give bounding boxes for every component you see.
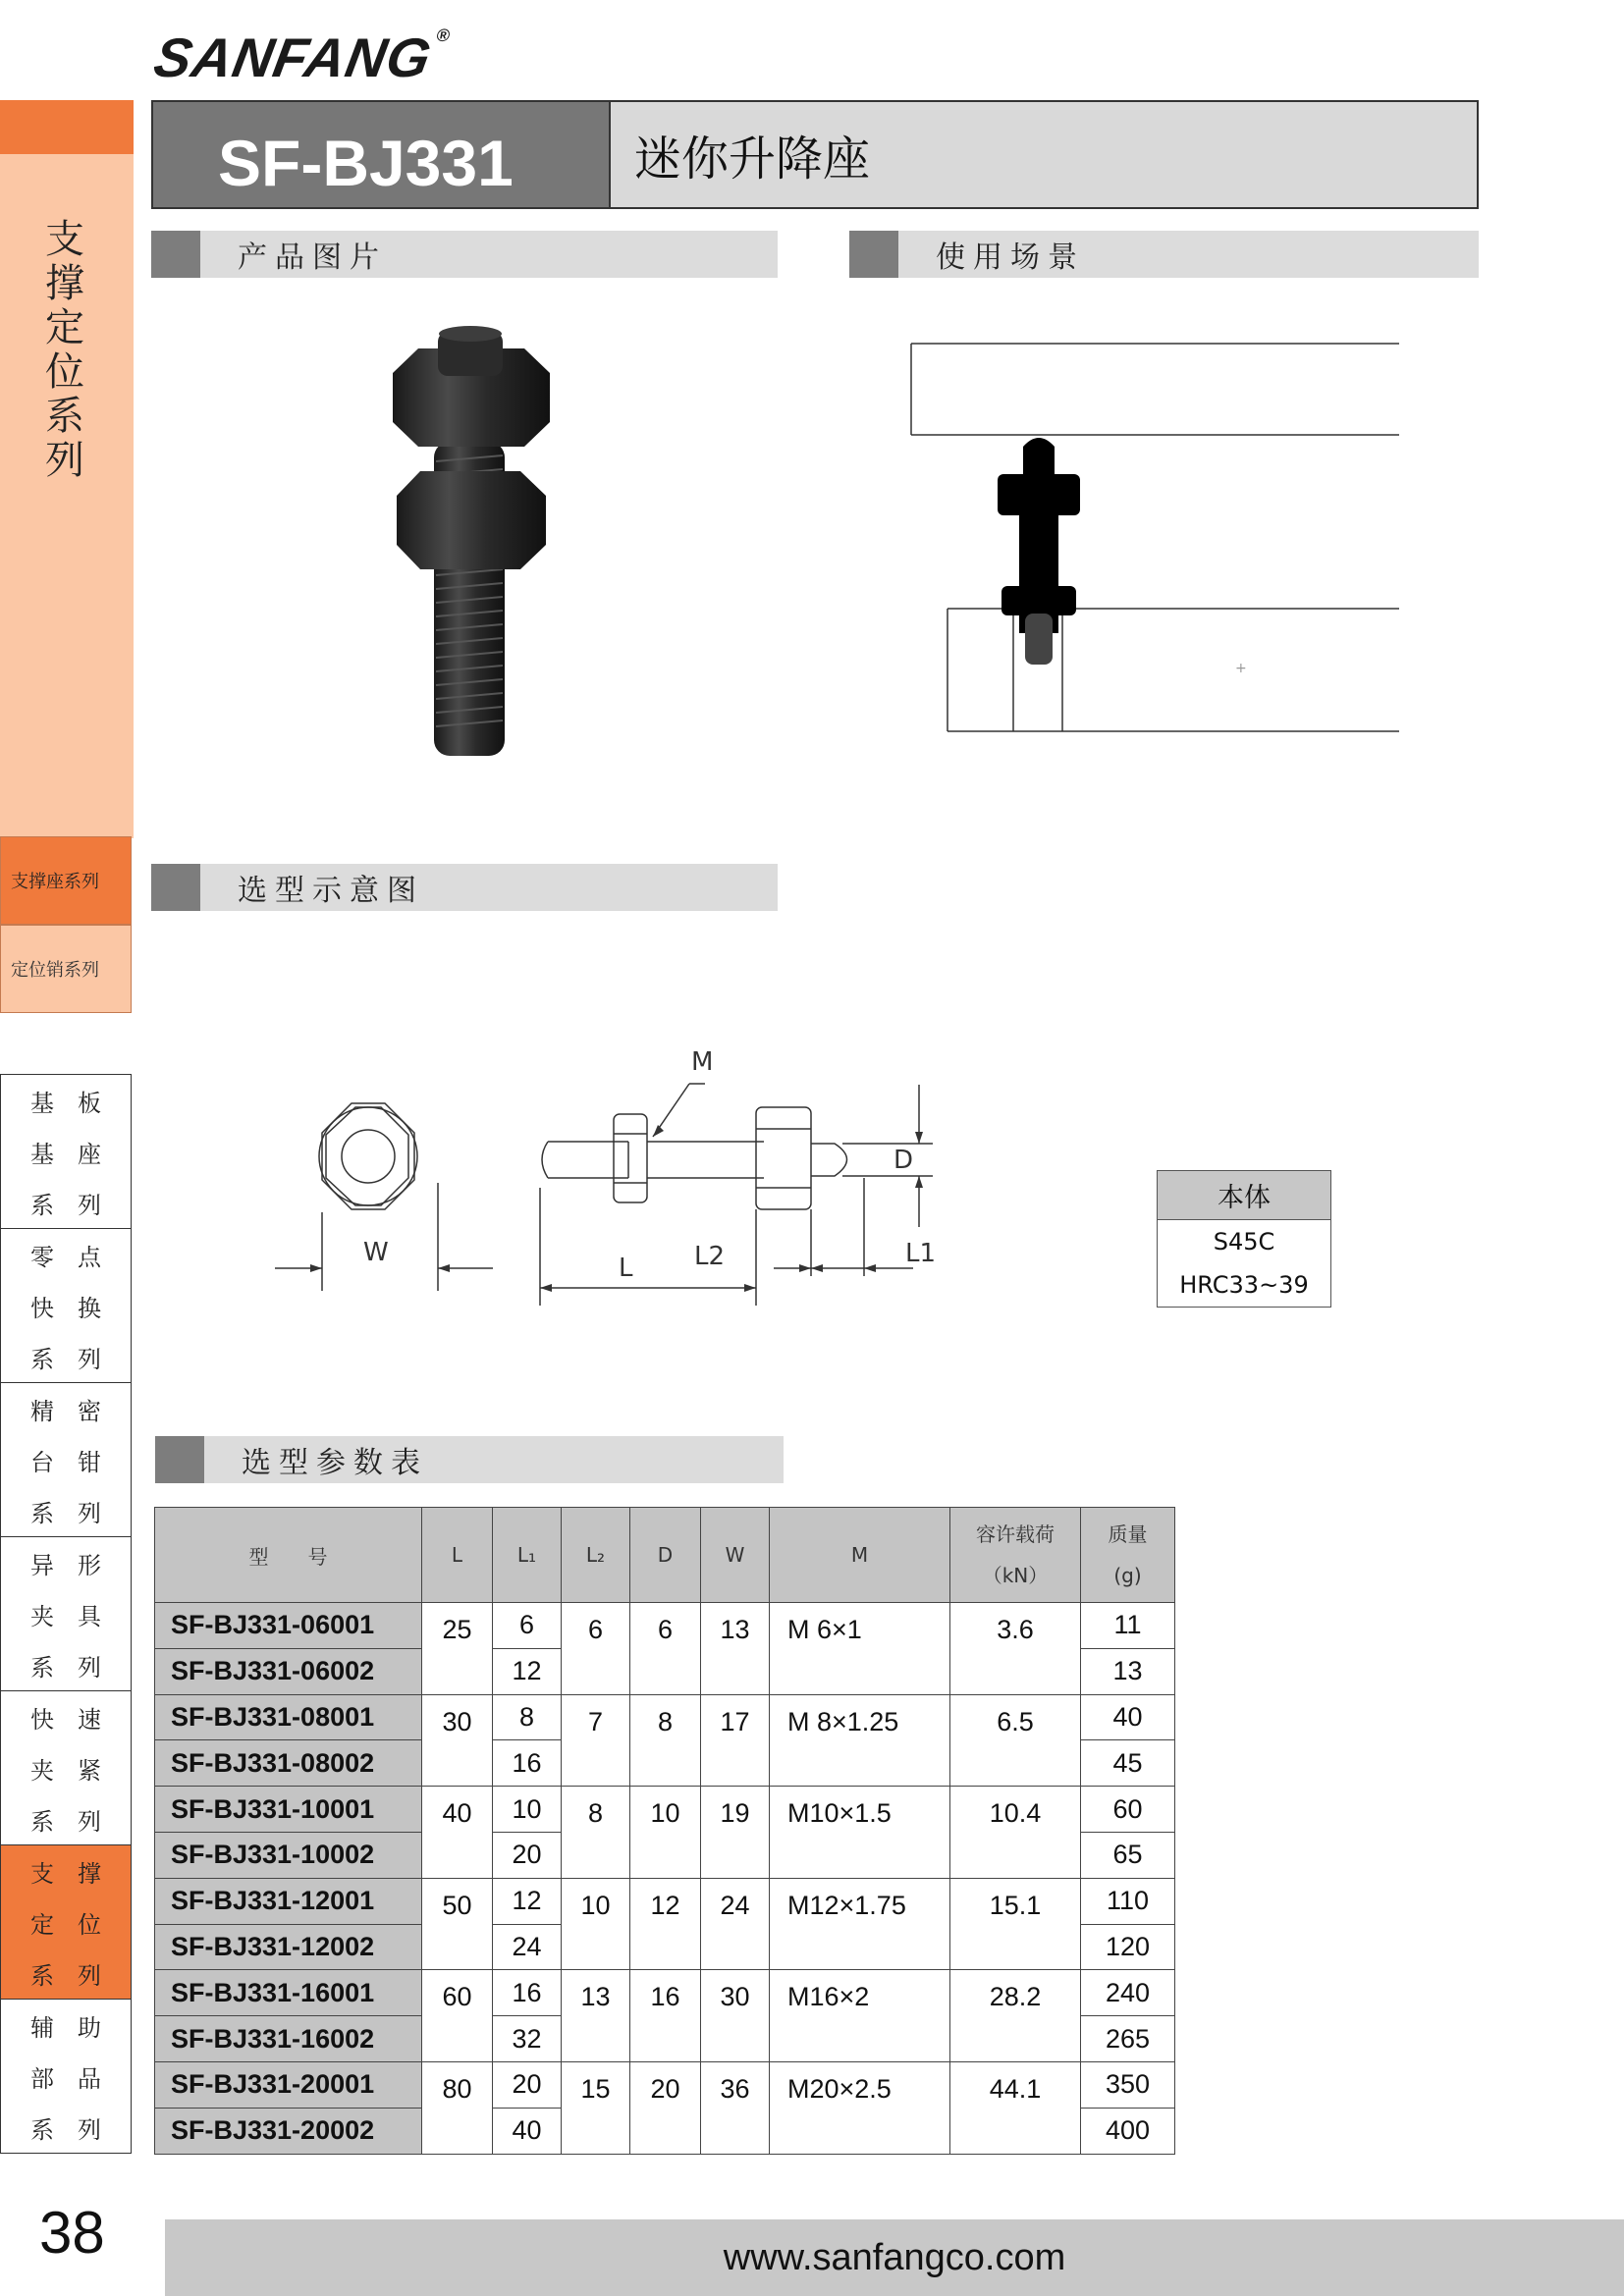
sidebar-nav-char: 撑 [78,1859,101,1888]
sidebar-nav-group[interactable] [1,1229,131,1383]
table-row [155,1694,1175,1740]
product-photo [373,324,569,766]
material-header: 本体 [1158,1171,1330,1220]
spec-table [154,1507,1175,2155]
table-row [155,1603,1175,1649]
sidebar-nav-char: 支 [30,1859,54,1888]
cell-w: 19 [701,1787,770,1879]
sidebar-nav-char: 系 [30,1961,54,1990]
section-usage-scene: 使用场景 [849,231,1479,278]
cell-mass: 45 [1081,1740,1175,1787]
sidebar-nav-row [1,1177,131,1228]
sidebar-sub-support-seat[interactable]: 支撑座系列 [0,836,132,925]
cell-l: 40 [422,1787,493,1879]
svg-text:+: + [1235,661,1247,676]
section-diagram: 选型示意图 [151,864,778,911]
sidebar-nav-char: 列 [78,2115,101,2144]
cell-model: SF-BJ331-20001 [155,2061,422,2108]
sidebar-title-char: 撑 [45,261,84,306]
sidebar-nav-row [1,1383,131,1434]
sidebar-title-char: 位 [45,349,84,395]
section-param-table: 选型参数表 [155,1436,784,1483]
sidebar-title-char: 列 [45,438,84,483]
sidebar-nav-row [1,1126,131,1177]
sidebar-nav-row [1,1434,131,1485]
cell-mass: 40 [1081,1694,1175,1740]
sidebar-nav-row [1,1331,131,1382]
cell-d: 10 [630,1787,701,1879]
product-code: SF-BJ331 [153,102,611,207]
product-header [151,100,1479,209]
sidebar-top-accent [0,100,134,154]
sidebar-nav-row [1,2102,131,2153]
sidebar-nav-char: 系 [30,1653,54,1682]
sidebar-nav-char: 列 [78,1345,101,1373]
cell-l1: 24 [493,1924,562,1970]
cell-mass: 11 [1081,1603,1175,1649]
cell-load: 6.5 [950,1694,1081,1787]
footer-url[interactable]: www.sanfangco.com [723,2236,1066,2278]
sidebar-nav-char: 系 [30,2115,54,2144]
dimension-drawing [265,1041,952,1315]
section-product-image: 产品图片 [151,231,778,278]
sidebar-nav-char: 列 [78,1961,101,1990]
sidebar-nav-char: 系 [30,1807,54,1836]
dim-label-l: L [619,1254,633,1283]
sidebar-nav-group[interactable] [1,1691,131,1845]
col-mass: 质量 (g) [1081,1508,1175,1603]
col-l1: L₁ [493,1508,562,1603]
sidebar-nav-char: 部 [30,2064,54,2093]
sidebar-nav [0,1074,132,2154]
cell-load: 15.1 [950,1878,1081,1970]
sidebar-nav-char: 零 [30,1243,54,1271]
cell-load: 10.4 [950,1787,1081,1879]
cell-thread: M12×1.75 [770,1878,950,1970]
cell-l2: 13 [562,1970,630,2062]
sidebar-nav-row [1,1691,131,1742]
footer-bar [165,2219,1624,2296]
sidebar-nav-row [1,2000,131,2051]
cell-mass: 110 [1081,1878,1175,1924]
sidebar-nav-row [1,1896,131,1948]
cell-mass: 13 [1081,1648,1175,1694]
sidebar-nav-row [1,1229,131,1280]
sidebar-nav-char: 板 [78,1089,101,1117]
sidebar-category-title [43,218,86,483]
sidebar-nav-row [1,1639,131,1690]
cell-w: 24 [701,1878,770,1970]
cell-l1: 10 [493,1787,562,1833]
cell-l1: 16 [493,1970,562,2016]
sidebar-nav-char: 辅 [30,2013,54,2042]
sidebar-nav-char: 紧 [78,1756,101,1785]
sidebar-nav-char: 具 [78,1602,101,1630]
sidebar-nav-char: 形 [78,1551,101,1579]
cell-d: 12 [630,1878,701,1970]
cell-model: SF-BJ331-12002 [155,1924,422,1970]
dim-label-w: W [363,1238,389,1267]
material-table [1157,1170,1331,1308]
material-steel: S45C [1213,1228,1275,1255]
cell-l1: 6 [493,1603,562,1649]
cell-mass: 240 [1081,1970,1175,2016]
cell-l1: 20 [493,1832,562,1878]
cell-model: SF-BJ331-20002 [155,2108,422,2154]
product-name: 迷你升降座 [611,102,1477,207]
cell-l1: 12 [493,1648,562,1694]
sidebar-nav-row [1,1537,131,1588]
cell-model: SF-BJ331-08001 [155,1694,422,1740]
cell-model: SF-BJ331-06001 [155,1603,422,1649]
sidebar-nav-row [1,2051,131,2102]
sidebar-nav-char: 异 [30,1551,54,1579]
cell-d: 8 [630,1694,701,1787]
cell-load: 44.1 [950,2061,1081,2154]
cell-w: 17 [701,1694,770,1787]
cell-model: SF-BJ331-16001 [155,1970,422,2016]
cell-model: SF-BJ331-06002 [155,1648,422,1694]
col-model: 型 号 [155,1508,422,1603]
cell-model: SF-BJ331-08002 [155,1740,422,1787]
cell-l: 60 [422,1970,493,2062]
sidebar-nav-char: 列 [78,1191,101,1219]
cell-d: 16 [630,1970,701,2062]
cell-l1: 16 [493,1740,562,1787]
cell-thread: M10×1.5 [770,1787,950,1879]
col-l2: L₂ [562,1508,630,1603]
brand-logo: SANFANG® [149,26,453,88]
sidebar-nav-char: 精 [30,1397,54,1425]
dim-label-d: D [893,1146,914,1175]
cell-l: 80 [422,2061,493,2154]
cell-mass: 400 [1081,2108,1175,2154]
table-row [155,1787,1175,1833]
cell-thread: M 8×1.25 [770,1694,950,1787]
cell-mass: 265 [1081,2016,1175,2062]
cell-w: 13 [701,1603,770,1695]
dim-label-m: M [691,1047,714,1077]
cell-l2: 6 [562,1603,630,1695]
sidebar-nav-row [1,1280,131,1331]
sidebar-nav-char: 系 [30,1191,54,1219]
cell-l2: 7 [562,1694,630,1787]
sidebar-nav-char: 夹 [30,1756,54,1785]
cell-l2: 8 [562,1787,630,1879]
table-row [155,1878,1175,1924]
cell-model: SF-BJ331-12001 [155,1878,422,1924]
sidebar-nav-char: 快 [30,1705,54,1734]
sidebar-nav-row [1,1742,131,1793]
cell-model: SF-BJ331-10002 [155,1832,422,1878]
cell-thread: M20×2.5 [770,2061,950,2154]
sidebar-nav-char: 助 [78,2013,101,2042]
cell-mass: 350 [1081,2061,1175,2108]
cell-d: 6 [630,1603,701,1695]
col-w: W [701,1508,770,1603]
sidebar-nav-group[interactable] [1,2000,131,2153]
sidebar-nav-char: 钳 [78,1448,101,1476]
sidebar-nav-row [1,1075,131,1126]
cell-load: 3.6 [950,1603,1081,1695]
sidebar-nav-row [1,1485,131,1536]
sidebar-nav-group[interactable] [1,1075,131,1229]
cell-w: 30 [701,1970,770,2062]
cell-l: 50 [422,1878,493,1970]
col-l: L [422,1508,493,1603]
cell-mass: 60 [1081,1787,1175,1833]
sidebar-nav-char: 夹 [30,1602,54,1630]
col-m: M [770,1508,950,1603]
usage-scene-illustration [903,339,1404,741]
cell-thread: M16×2 [770,1970,950,2062]
sidebar-nav-char: 基 [30,1140,54,1168]
cell-w: 36 [701,2061,770,2154]
dim-label-l1: L1 [905,1239,937,1268]
cell-l1: 8 [493,1694,562,1740]
sidebar-nav-char: 快 [30,1294,54,1322]
spec-table-header [155,1508,1175,1603]
sidebar-nav-char: 列 [78,1499,101,1527]
sidebar-nav-row [1,1588,131,1639]
sidebar-nav-char: 座 [78,1140,101,1168]
page-number: 38 [39,2200,105,2266]
col-load: 容许载荷 （kN） [950,1508,1081,1603]
material-hardness: HRC33~39 [1179,1271,1309,1299]
cell-l: 30 [422,1694,493,1787]
table-row [155,2061,1175,2108]
col-d: D [630,1508,701,1603]
sidebar-nav-row [1,1948,131,1999]
sidebar-nav-char: 点 [78,1243,101,1271]
sidebar-nav-char: 列 [78,1807,101,1836]
cell-model: SF-BJ331-16002 [155,2016,422,2062]
sidebar-title-char: 系 [45,394,84,439]
cell-l: 25 [422,1603,493,1695]
sidebar-nav-group[interactable] [1,1537,131,1691]
sidebar-nav-char: 系 [30,1345,54,1373]
sidebar-title-char: 支 [45,217,84,262]
table-row [155,1970,1175,2016]
cell-model: SF-BJ331-10001 [155,1787,422,1833]
sidebar-nav-group[interactable] [1,1383,131,1537]
cell-mass: 120 [1081,1924,1175,1970]
sidebar-nav-char: 密 [78,1397,101,1425]
cell-l1: 40 [493,2108,562,2154]
sidebar-nav-char: 台 [30,1448,54,1476]
sidebar-nav-char: 换 [78,1294,101,1322]
sidebar-sub-locating-pin[interactable]: 定位销系列 [0,925,132,1013]
cell-mass: 65 [1081,1832,1175,1878]
cell-thread: M 6×1 [770,1603,950,1695]
cell-l1: 12 [493,1878,562,1924]
cell-load: 28.2 [950,1970,1081,2062]
sidebar-nav-char: 速 [78,1705,101,1734]
cell-l1: 32 [493,2016,562,2062]
sidebar-nav-row [1,1793,131,1844]
sidebar-nav-group[interactable] [1,1845,131,2000]
dim-label-l2: L2 [694,1242,726,1271]
cell-d: 20 [630,2061,701,2154]
sidebar-nav-char: 列 [78,1653,101,1682]
cell-l2: 10 [562,1878,630,1970]
sidebar-nav-char: 位 [78,1910,101,1939]
sidebar-nav-char: 品 [78,2064,101,2093]
cell-l2: 15 [562,2061,630,2154]
sidebar-nav-char: 基 [30,1089,54,1117]
cell-l1: 20 [493,2061,562,2108]
sidebar-nav-char: 系 [30,1499,54,1527]
sidebar-title-char: 定 [45,305,84,350]
sidebar-nav-char: 定 [30,1910,54,1939]
sidebar-nav-row [1,1845,131,1896]
